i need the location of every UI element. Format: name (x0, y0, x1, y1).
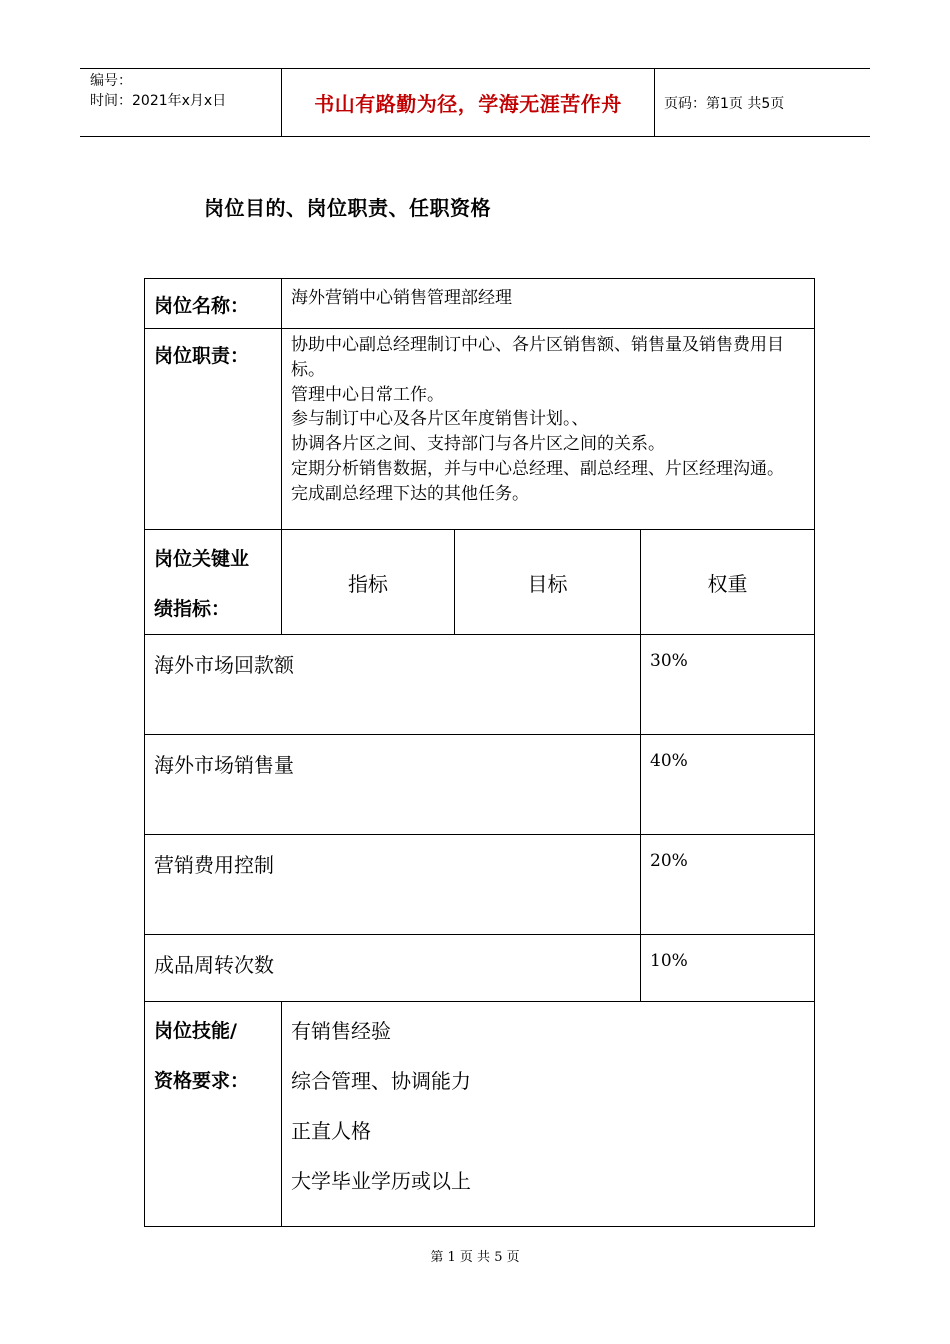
header-page-info: 页码：第1页 共5页 (664, 96, 785, 112)
skills-list (282, 1002, 815, 1227)
kpi-row (145, 735, 815, 835)
kpi-name: 海外市场回款额 (145, 635, 641, 735)
kpi-row (145, 635, 815, 735)
header-bottom-rule (80, 136, 870, 137)
kpi-label (145, 530, 282, 635)
kpi-name: 营销费用控制 (145, 835, 641, 935)
skill-item: 大学毕业学历或以上 (291, 1169, 471, 1193)
kpi-col-target: 目标 (455, 530, 641, 635)
duty-item: 协助中心副总经理制订中心、各片区销售额、销售量及销售费用目标。 (291, 335, 784, 380)
duties-list (282, 329, 815, 530)
kpi-label-line: 岗位关键业 (154, 548, 250, 570)
duty-item: 完成副总经理下达的其他任务。 (291, 483, 529, 504)
position-label: 岗位名称： (145, 279, 282, 329)
skill-item: 有销售经验 (291, 1019, 391, 1043)
duty-item: 定期分析销售数据，并与中心总经理、副总经理、片区经理沟通。 (291, 458, 784, 479)
header-divider (654, 68, 655, 136)
kpi-name: 海外市场销售量 (145, 735, 641, 835)
header-motto: 书山有路勤为径，学海无涯苦作舟 (314, 92, 622, 116)
skill-item: 正直人格 (291, 1119, 371, 1143)
job-description-table (144, 278, 815, 1227)
header-top-rule (80, 68, 870, 69)
skill-item: 综合管理、协调能力 (291, 1069, 471, 1093)
kpi-weight: 30% (641, 635, 815, 735)
skills-label-line: 资格要求： (154, 1070, 250, 1092)
doc-date-label: 时间：2021年x月x日 (90, 93, 227, 109)
skills-row (145, 1002, 815, 1227)
duty-item: 参与制订中心及各片区年度销售计划。、 (291, 409, 589, 430)
duty-item: 协调各片区之间、支持部门与各片区之间的关系。 (291, 434, 665, 455)
kpi-name: 成品周转次数 (145, 935, 641, 1002)
position-row (145, 279, 815, 329)
kpi-row (145, 835, 815, 935)
kpi-weight: 40% (641, 735, 815, 835)
doc-number-label: 编号： (90, 73, 132, 89)
position-value: 海外营销中心销售管理部经理 (282, 279, 815, 329)
duties-row (145, 329, 815, 530)
page-title: 岗位目的、岗位职责、任职资格 (204, 196, 491, 220)
kpi-weight: 10% (641, 935, 815, 1002)
header-meta (90, 71, 226, 111)
kpi-col-indicator: 指标 (282, 530, 455, 635)
skills-label (145, 1002, 282, 1227)
kpi-label-line: 绩指标： (154, 598, 231, 620)
skills-label-line: 岗位技能/ (154, 1020, 237, 1042)
kpi-weight: 20% (641, 835, 815, 935)
header-divider (281, 68, 282, 136)
duties-label: 岗位职责： (145, 329, 282, 530)
page-footer: 第 1 页 共 5 页 (430, 1250, 520, 1265)
kpi-row (145, 935, 815, 1002)
kpi-header-row (145, 530, 815, 635)
duty-item: 管理中心日常工作。 (291, 384, 444, 405)
kpi-col-weight: 权重 (641, 530, 815, 635)
